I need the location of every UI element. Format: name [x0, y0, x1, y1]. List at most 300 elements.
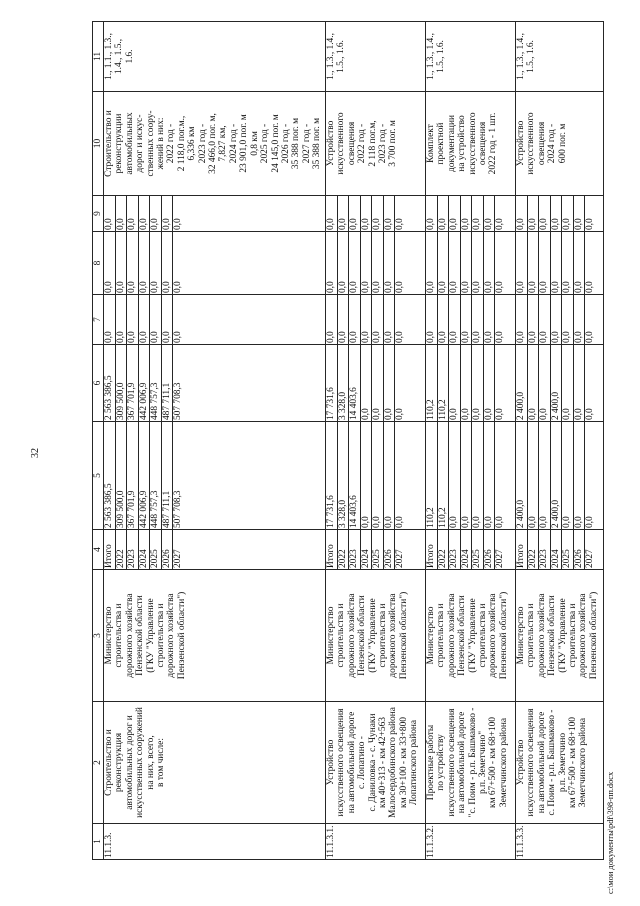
value-cell-col-9: 0,0 — [539, 196, 551, 232]
value-cell-col-9: 0,0 — [550, 196, 562, 232]
text-line: строительства и — [568, 603, 579, 668]
text-line: (ГКУ "Управление — [557, 598, 568, 673]
value-cell-col-9: 0,0 — [395, 196, 426, 232]
column-number-cell: 4 — [93, 530, 104, 570]
value-cell-col-6: 0,0 — [539, 345, 551, 422]
text-line: строительства и — [436, 603, 447, 668]
period-cell: 2022 — [527, 530, 539, 570]
text-line: строительства и — [336, 603, 347, 668]
value-cell-col-5: 17 731,6 — [326, 422, 338, 530]
period-cell: 2022 — [337, 530, 349, 570]
value-cell-col-8: 0,0 — [527, 232, 539, 295]
value-cell-col-7: 0,0 — [449, 295, 461, 345]
column-number-row — [93, 22, 104, 860]
text-line: дорожного хозяйства — [346, 593, 357, 678]
period-cell: 2027 — [173, 530, 326, 570]
text-line: дорожного хозяйства — [446, 593, 457, 678]
value-cell-col-5: 2 400,0 — [550, 422, 562, 530]
value-cell-col-6: 0,0 — [483, 345, 495, 422]
value-cell-col-7: 0,0 — [372, 295, 384, 345]
text-line: искусственного — [336, 112, 347, 175]
value-cell-col-6: 0,0 — [360, 345, 372, 422]
value-cell-col-6: 0,0 — [460, 345, 472, 422]
year-subrow — [426, 22, 438, 860]
value-cell-col-6: 367 701,9 — [127, 345, 139, 422]
value-cell-col-5: 110,2 — [426, 422, 438, 530]
item-number-cell: 11.1.3.2. — [426, 824, 516, 860]
value-cell-col-8: 0,0 — [573, 232, 585, 295]
text-line: дорог и искус- — [135, 114, 146, 173]
period-cell: 2024 — [550, 530, 562, 570]
program-measures-table — [92, 21, 604, 860]
period-cell: 2022 — [115, 530, 127, 570]
value-cell-col-5: 0,0 — [449, 422, 461, 530]
value-cell-col-7: 0,0 — [360, 295, 372, 345]
text-line: 2 118 пог.м, — [367, 120, 378, 167]
text-line: Земетчинского района — [498, 717, 509, 808]
text-line: искусственного освещения — [336, 708, 347, 817]
value-cell-col-8: 0,0 — [360, 232, 372, 295]
text-line: на автомобильной дороге — [457, 711, 468, 814]
text-line: в том числе: — [156, 738, 167, 787]
value-cell-col-9: 0,0 — [360, 196, 372, 232]
value-cell-col-8: 0,0 — [173, 232, 326, 295]
value-cell-col-6: 0,0 — [585, 345, 604, 422]
period-cell: 2025 — [372, 530, 384, 570]
value-cell-col-8: 0,0 — [562, 232, 574, 295]
value-cell-col-8: 0,0 — [539, 232, 551, 295]
expected-result-cell — [516, 92, 604, 196]
text-line: 35 388 пог. м — [291, 117, 302, 170]
text-line: р.п. Земетчино — [557, 732, 568, 793]
value-cell-col-6: 3 328,0 — [337, 345, 349, 422]
text-line: км 40+313 - км 42+563 — [378, 717, 389, 808]
value-cell-col-7: 0,0 — [383, 295, 395, 345]
value-cell-col-8: 0,0 — [115, 232, 127, 295]
value-cell-col-9: 0,0 — [349, 196, 361, 232]
value-cell-col-9: 0,0 — [562, 196, 574, 232]
value-cell-col-5: 110,2 — [437, 422, 449, 530]
value-cell-col-8: 0,0 — [437, 232, 449, 295]
value-cell-col-6: 2 563 386,5 — [104, 345, 116, 422]
year-subrow — [326, 22, 338, 860]
value-cell-col-9: 0,0 — [585, 196, 604, 232]
period-cell: 2023 — [127, 530, 139, 570]
value-cell-col-9: 0,0 — [104, 196, 116, 232]
value-cell-col-7: 0,0 — [426, 295, 438, 345]
column-number-cell: 2 — [93, 702, 104, 824]
text-line: искусственных сооружений — [135, 707, 146, 818]
text-line: (ГКУ "Управление — [367, 598, 378, 673]
text-line: строительства и — [478, 603, 489, 668]
text-line: освещения — [536, 121, 547, 166]
value-cell-col-9: 0,0 — [460, 196, 472, 232]
text-line: км 67+500 - км 68+100 — [568, 717, 579, 808]
item-number-cell: 11.1.3.1. — [326, 824, 426, 860]
value-cell-col-9: 0,0 — [495, 196, 516, 232]
period-cell: 2023 — [449, 530, 461, 570]
value-cell-col-6: 0,0 — [449, 345, 461, 422]
value-cell-col-5: 0,0 — [395, 422, 426, 530]
value-cell-col-5: 507 708,3 — [173, 422, 326, 530]
period-cell: 2026 — [483, 530, 495, 570]
value-cell-col-9: 0,0 — [115, 196, 127, 232]
text-line: Лопатинского района — [409, 719, 420, 806]
value-cell-col-8: 0,0 — [150, 232, 162, 295]
value-cell-col-7: 0,0 — [326, 295, 338, 345]
value-cell-col-7: 0,0 — [337, 295, 349, 345]
text-line: 2022 год - 1 шт. — [488, 112, 499, 175]
value-cell-col-6: 0,0 — [383, 345, 395, 422]
text-line: дорожного хозяйства — [488, 593, 499, 678]
period-cell: 2025 — [150, 530, 162, 570]
value-cell-col-8: 0,0 — [383, 232, 395, 295]
text-line: автомобильных — [124, 112, 135, 175]
text-line: документации — [446, 115, 457, 172]
text-line: (ГКУ "Управление — [145, 598, 156, 673]
column-number-cell: 3 — [93, 570, 104, 702]
text-line: р.п. Земетчино" — [478, 730, 489, 795]
value-cell-col-9: 0,0 — [527, 196, 539, 232]
value-cell-col-6: 2 400,0 — [550, 345, 562, 422]
item-name-cell — [516, 702, 604, 824]
text-line: реконструкция — [114, 732, 125, 793]
value-cell-col-6: 0,0 — [472, 345, 484, 422]
text-line: км 67+500 - км 68+100 — [488, 717, 499, 808]
value-cell-col-5: 0,0 — [495, 422, 516, 530]
value-cell-col-5: 0,0 — [372, 422, 384, 530]
value-cell-col-5: 442 006,9 — [138, 422, 150, 530]
column-number-cell: 10 — [93, 92, 104, 196]
period-cell: 2027 — [585, 530, 604, 570]
value-cell-col-7: 0,0 — [573, 295, 585, 345]
text-line: 2026 год - — [280, 123, 291, 164]
value-cell-col-7: 0,0 — [550, 295, 562, 345]
text-line: Пензенской области — [547, 595, 558, 676]
period-cell: 2023 — [539, 530, 551, 570]
page-number: 32 — [30, 448, 41, 458]
value-cell-col-5: 448 757,3 — [150, 422, 162, 530]
value-cell-col-6: 110,2 — [437, 345, 449, 422]
period-cell: Итого — [426, 530, 438, 570]
value-cell-col-9: 0,0 — [472, 196, 484, 232]
responsible-executor-cell — [104, 570, 326, 702]
text-line: 1., 1.3., 1.4., — [426, 33, 436, 80]
text-line: на автомобильной дороге — [346, 711, 357, 814]
value-cell-col-8: 0,0 — [337, 232, 349, 295]
text-line: 35 388 пог. м — [312, 117, 323, 170]
text-line: 7,827 км, — [218, 125, 229, 162]
text-line: 2022 год - — [357, 123, 368, 164]
table-row — [516, 22, 604, 860]
value-cell-col-8: 0,0 — [104, 232, 116, 295]
text-line: Пензенской области — [357, 595, 368, 676]
period-cell: 2024 — [360, 530, 372, 570]
value-cell-col-8: 0,0 — [138, 232, 150, 295]
value-cell-col-8: 0,0 — [127, 232, 139, 295]
period-cell: 2024 — [138, 530, 150, 570]
text-line: 1.5., 1.6. — [336, 40, 347, 73]
indicator-reference-cell — [426, 22, 516, 92]
text-line: 1.4., 1.5., — [114, 38, 125, 75]
value-cell-col-6: 110,2 — [426, 345, 438, 422]
text-line: Устройство — [516, 739, 526, 786]
table-row — [426, 22, 516, 860]
value-cell-col-8: 0,0 — [161, 232, 173, 295]
period-cell: 2026 — [383, 530, 395, 570]
value-cell-col-9: 0,0 — [173, 196, 326, 232]
value-cell-col-6: 0,0 — [372, 345, 384, 422]
value-cell-col-6: 0,0 — [573, 345, 585, 422]
value-cell-col-9: 0,0 — [516, 196, 528, 232]
text-line: 1., 1.1., 1.3., — [104, 33, 114, 80]
text-line: 24 145,0 пог. м — [270, 114, 281, 173]
text-line: 1., 1.3., 1.4., — [516, 33, 526, 80]
value-cell-col-9: 0,0 — [483, 196, 495, 232]
text-line: Пензенской области") — [588, 591, 599, 680]
text-line: 3 700 пог. м — [388, 120, 399, 167]
value-cell-col-8: 0,0 — [326, 232, 338, 295]
value-cell-col-8: 0,0 — [495, 232, 516, 295]
column-number-cell: 8 — [93, 232, 104, 295]
text-line: Строительство и — [104, 729, 114, 796]
value-cell-col-6: 448 757,3 — [150, 345, 162, 422]
text-line: реконструкции — [114, 113, 125, 174]
value-cell-col-7: 0,0 — [173, 295, 326, 345]
item-number-cell: 11.1.3. — [104, 824, 326, 860]
value-cell-col-5: 14 403,6 — [349, 422, 361, 530]
value-cell-col-8: 0,0 — [449, 232, 461, 295]
text-line: Устройство — [326, 120, 336, 167]
text-line: проектной — [436, 122, 447, 165]
period-cell: 2022 — [437, 530, 449, 570]
text-line: 2022 год - — [166, 123, 177, 164]
text-line: 600 пог. м — [557, 123, 568, 164]
text-line: 1., 1.3., 1.4., — [326, 33, 336, 80]
text-line: 32 466,0 пог. м, — [208, 113, 219, 174]
text-line: км 30+100 - км 33+800 — [398, 717, 409, 808]
value-cell-col-5: 309 500,0 — [115, 422, 127, 530]
value-cell-col-6: 14 403,6 — [349, 345, 361, 422]
value-cell-col-9: 0,0 — [573, 196, 585, 232]
value-cell-col-9: 0,0 — [437, 196, 449, 232]
period-cell: 2027 — [495, 530, 516, 570]
value-cell-col-7: 0,0 — [472, 295, 484, 345]
value-cell-col-9: 0,0 — [326, 196, 338, 232]
text-line: дорожного хозяйства — [388, 593, 399, 678]
text-line: освещения — [478, 121, 489, 166]
text-line: 2025 год - — [260, 123, 271, 164]
text-line: на них, всего, — [145, 735, 156, 790]
text-line: Пензенской области — [457, 595, 468, 676]
text-line: Проектные работы — [426, 724, 436, 801]
expected-result-cell — [326, 92, 426, 196]
value-cell-col-7: 0,0 — [161, 295, 173, 345]
table-row — [326, 22, 426, 860]
text-line: искусственного — [526, 112, 537, 175]
text-line: ственных соору- — [145, 110, 156, 177]
column-number-cell: 5 — [93, 422, 104, 530]
text-line: с. Лопатино - — [357, 736, 368, 789]
text-line: освещения — [346, 121, 357, 166]
text-line: 1.5., 1.6. — [526, 40, 537, 73]
value-cell-col-8: 0,0 — [395, 232, 426, 295]
period-cell: 2025 — [472, 530, 484, 570]
value-cell-col-5: 0,0 — [562, 422, 574, 530]
value-cell-col-7: 0,0 — [562, 295, 574, 345]
table-row — [104, 22, 326, 860]
text-line: 1.6. — [124, 49, 135, 64]
value-cell-col-8: 0,0 — [585, 232, 604, 295]
value-cell-col-9: 0,0 — [138, 196, 150, 232]
text-line: Пензенской области — [135, 595, 146, 676]
responsible-executor-cell — [326, 570, 426, 702]
text-line: 2024 год - — [228, 123, 239, 164]
period-cell: 2026 — [161, 530, 173, 570]
value-cell-col-7: 0,0 — [516, 295, 528, 345]
value-cell-col-5: 2 400,0 — [516, 422, 528, 530]
item-number-cell: 11.1.3.3. — [516, 824, 604, 860]
text-line: с. Поим - р.п. Башмаково - — [547, 709, 558, 816]
value-cell-col-7: 0,0 — [483, 295, 495, 345]
value-cell-col-6: 0,0 — [495, 345, 516, 422]
indicator-reference-cell — [326, 22, 426, 92]
text-line: искусственного освещения — [526, 708, 537, 817]
text-line: искусственного освещения — [446, 708, 457, 817]
column-number-cell: 6 — [93, 345, 104, 422]
value-cell-col-7: 0,0 — [495, 295, 516, 345]
value-cell-col-7: 0,0 — [539, 295, 551, 345]
value-cell-col-5: 2 563 386,5 — [104, 422, 116, 530]
text-line: Строительство и — [104, 110, 114, 177]
value-cell-col-5: 0,0 — [360, 422, 372, 530]
value-cell-col-6: 442 006,9 — [138, 345, 150, 422]
value-cell-col-6: 2 400,0 — [516, 345, 528, 422]
text-line: Министерство — [104, 606, 114, 665]
value-cell-col-5: 0,0 — [539, 422, 551, 530]
value-cell-col-5: 0,0 — [383, 422, 395, 530]
value-cell-col-8: 0,0 — [426, 232, 438, 295]
text-line: Министерство — [516, 606, 526, 665]
column-number-cell: 7 — [93, 295, 104, 345]
period-cell: 2023 — [349, 530, 361, 570]
value-cell-col-7: 0,0 — [437, 295, 449, 345]
value-cell-col-6: 0,0 — [395, 345, 426, 422]
text-line: 1.5., 1.6. — [436, 40, 447, 73]
period-cell: Итого — [104, 530, 116, 570]
text-line: 0,8 км — [249, 131, 260, 156]
value-cell-col-9: 0,0 — [449, 196, 461, 232]
text-line: дорожного хозяйства — [124, 593, 135, 678]
text-line: Министерство — [326, 606, 336, 665]
responsible-executor-cell — [516, 570, 604, 702]
table-header — [93, 22, 104, 860]
value-cell-col-6: 487 711,1 — [161, 345, 173, 422]
value-cell-col-8: 0,0 — [349, 232, 361, 295]
value-cell-col-5: 487 711,1 — [161, 422, 173, 530]
text-line: дорожного хозяйства — [166, 593, 177, 678]
text-line: на устройство — [457, 115, 468, 172]
value-cell-col-7: 0,0 — [460, 295, 472, 345]
value-cell-col-7: 0,0 — [115, 295, 127, 345]
text-line: Комплект — [426, 124, 436, 163]
text-line: искусственного — [467, 112, 478, 175]
item-name-cell — [104, 702, 326, 824]
text-line: дорожного хозяйства — [578, 593, 589, 678]
indicator-reference-cell — [104, 22, 326, 92]
value-cell-col-9: 0,0 — [161, 196, 173, 232]
value-cell-col-9: 0,0 — [150, 196, 162, 232]
indicator-reference-cell — [516, 22, 604, 92]
value-cell-col-7: 0,0 — [127, 295, 139, 345]
value-cell-col-7: 0,0 — [150, 295, 162, 345]
value-cell-col-7: 0,0 — [138, 295, 150, 345]
text-line: Пензенской области") — [498, 591, 509, 680]
text-line: Пензенской области") — [176, 591, 187, 680]
value-cell-col-9: 0,0 — [372, 196, 384, 232]
text-line: на автомобильной дороге — [536, 711, 547, 814]
value-cell-col-5: 0,0 — [460, 422, 472, 530]
value-cell-col-5: 0,0 — [585, 422, 604, 530]
text-line: Министерство — [426, 606, 436, 665]
text-line: Земетчинского района — [578, 717, 589, 808]
text-line: 23 901,0 пог. м — [239, 114, 250, 173]
column-number-cell: 9 — [93, 196, 104, 232]
value-cell-col-9: 0,0 — [127, 196, 139, 232]
value-cell-col-6: 309 500,0 — [115, 345, 127, 422]
text-line: жений в них: — [156, 117, 167, 170]
value-cell-col-9: 0,0 — [383, 196, 395, 232]
text-line: Малосердобинского района — [388, 707, 399, 818]
value-cell-col-8: 0,0 — [516, 232, 528, 295]
column-number-cell: 11 — [93, 22, 104, 92]
text-line: 2024 год - — [547, 123, 558, 164]
text-line: автомобильных дорог и — [124, 715, 135, 810]
period-cell: 2025 — [562, 530, 574, 570]
year-subrow — [104, 22, 116, 860]
value-cell-col-5: 0,0 — [527, 422, 539, 530]
value-cell-col-7: 0,0 — [395, 295, 426, 345]
text-line: 2023 год - — [197, 123, 208, 164]
value-cell-col-8: 0,0 — [483, 232, 495, 295]
text-line: Пензенской области") — [398, 591, 409, 680]
column-number-cell: 1 — [93, 824, 104, 860]
value-cell-col-8: 0,0 — [460, 232, 472, 295]
text-line: (ГКУ "Управление — [467, 598, 478, 673]
year-subrow — [516, 22, 528, 860]
value-cell-col-8: 0,0 — [472, 232, 484, 295]
value-cell-col-5: 3 328,0 — [337, 422, 349, 530]
value-cell-col-7: 0,0 — [527, 295, 539, 345]
text-line: строительства и — [526, 603, 537, 668]
item-name-cell — [326, 702, 426, 824]
text-line: Устройство — [516, 120, 526, 167]
text-line: "с. Поим - р.п. Башмаково - — [467, 707, 478, 818]
text-line: с. Даниловка - с. Чунаки — [367, 713, 378, 812]
value-cell-col-5: 0,0 — [573, 422, 585, 530]
expected-result-cell — [426, 92, 516, 196]
text-line: 2 118,0 пог.м., — [176, 115, 187, 172]
text-line: дорожного хозяйства — [536, 593, 547, 678]
value-cell-col-5: 367 701,9 — [127, 422, 139, 530]
text-line: строительства и — [378, 603, 389, 668]
value-cell-col-7: 0,0 — [585, 295, 604, 345]
text-line: 2023 год - — [378, 123, 389, 164]
value-cell-col-8: 0,0 — [372, 232, 384, 295]
text-line: строительства и — [156, 603, 167, 668]
expected-result-cell — [104, 92, 326, 196]
value-cell-col-6: 0,0 — [562, 345, 574, 422]
